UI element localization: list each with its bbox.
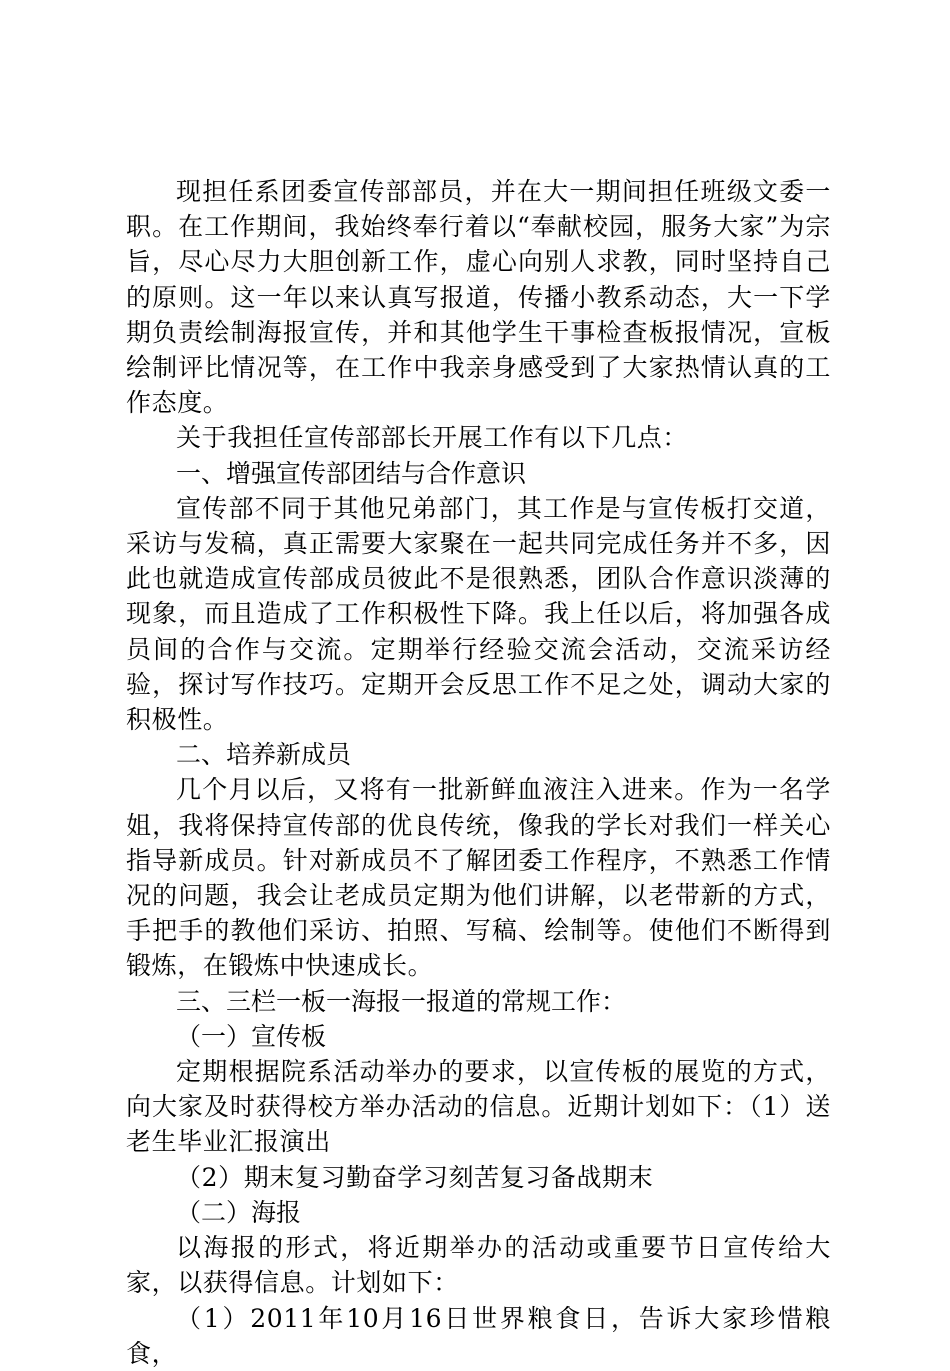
paragraph-section-2: 几个月以后，又将有一批新鲜血液注入进来。作为一名学姐，我将保持宣传部的优良传统，像我的学长对我们一样关心指导新成员。针对新成员不了解团委工作程序，不熟悉工作情况的问题，我会让老成员定期为他们讲解，以老带新的方式，手把手的教他们采访、拍照、写稿、绘制等。使他们不断得到锻炼，在锻炼中快速成长。 <box>126 775 831 981</box>
paragraph-board-item-2: （2）期末复习勤奋学习刻苦复习备战期末 <box>176 1162 654 1192</box>
paragraph-poster-item-1: （1）2011年10月16日世界粮食日，告诉大家珍惜粮食， <box>126 1303 831 1368</box>
paragraph-overview: 关于我担任宣传部部长开展工作有以下几点： <box>176 423 689 453</box>
section-heading-3: 三、三栏一板一海报一报道的常规工作： <box>176 986 627 1016</box>
subsection-heading-poster: （二）海报 <box>176 1197 302 1227</box>
paragraph-board: 定期根据院系活动举办的要求，以宣传板的展览的方式，向大家及时获得校方举办活动的信息。近期计划如下：（1）送老生毕业汇报演出 <box>126 1057 831 1157</box>
paragraph-section-1: 宣传部不同于其他兄弟部门，其工作是与宣传板打交道，采访与发稿，真正需要大家聚在一起共同完成任务并不多，因此也就造成宣传部成员彼此不是很熟悉，团队合作意识淡薄的现象，而且造成了工作积极性下降。我上任以后，将加强各成员间的合作与交流。定期举行经验交流会活动，交流采访经验，探讨写作技巧。定期开会反思工作不足之处，调动大家的积极性。 <box>126 493 831 735</box>
section-heading-2: 二、培养新成员 <box>176 740 352 770</box>
paragraph-poster: 以海报的形式，将近期举办的活动或重要节日宣传给大家，以获得信息。计划如下： <box>126 1233 831 1298</box>
subsection-heading-board: （一）宣传板 <box>176 1021 327 1051</box>
paragraph-intro: 现担任系团委宣传部部员，并在大一期间担任班级文委一职。在工作期间，我始终奉行着以“奉献校园，服务大家”为宗旨，尽心尽力大胆创新工作，虚心向别人求教，同时坚持自己的原则。这一年以来认真写报道，传播小教系动态，大一下学期负责绘制海报宣传，并和其他学生干事检查板报情况，宣板绘制评比情况等，在工作中我亲身感受到了大家热情认真的工作态度。 <box>126 177 831 418</box>
document-body <box>126 174 831 1371</box>
section-heading-1: 一、增强宣传部团结与合作意识 <box>176 458 527 488</box>
